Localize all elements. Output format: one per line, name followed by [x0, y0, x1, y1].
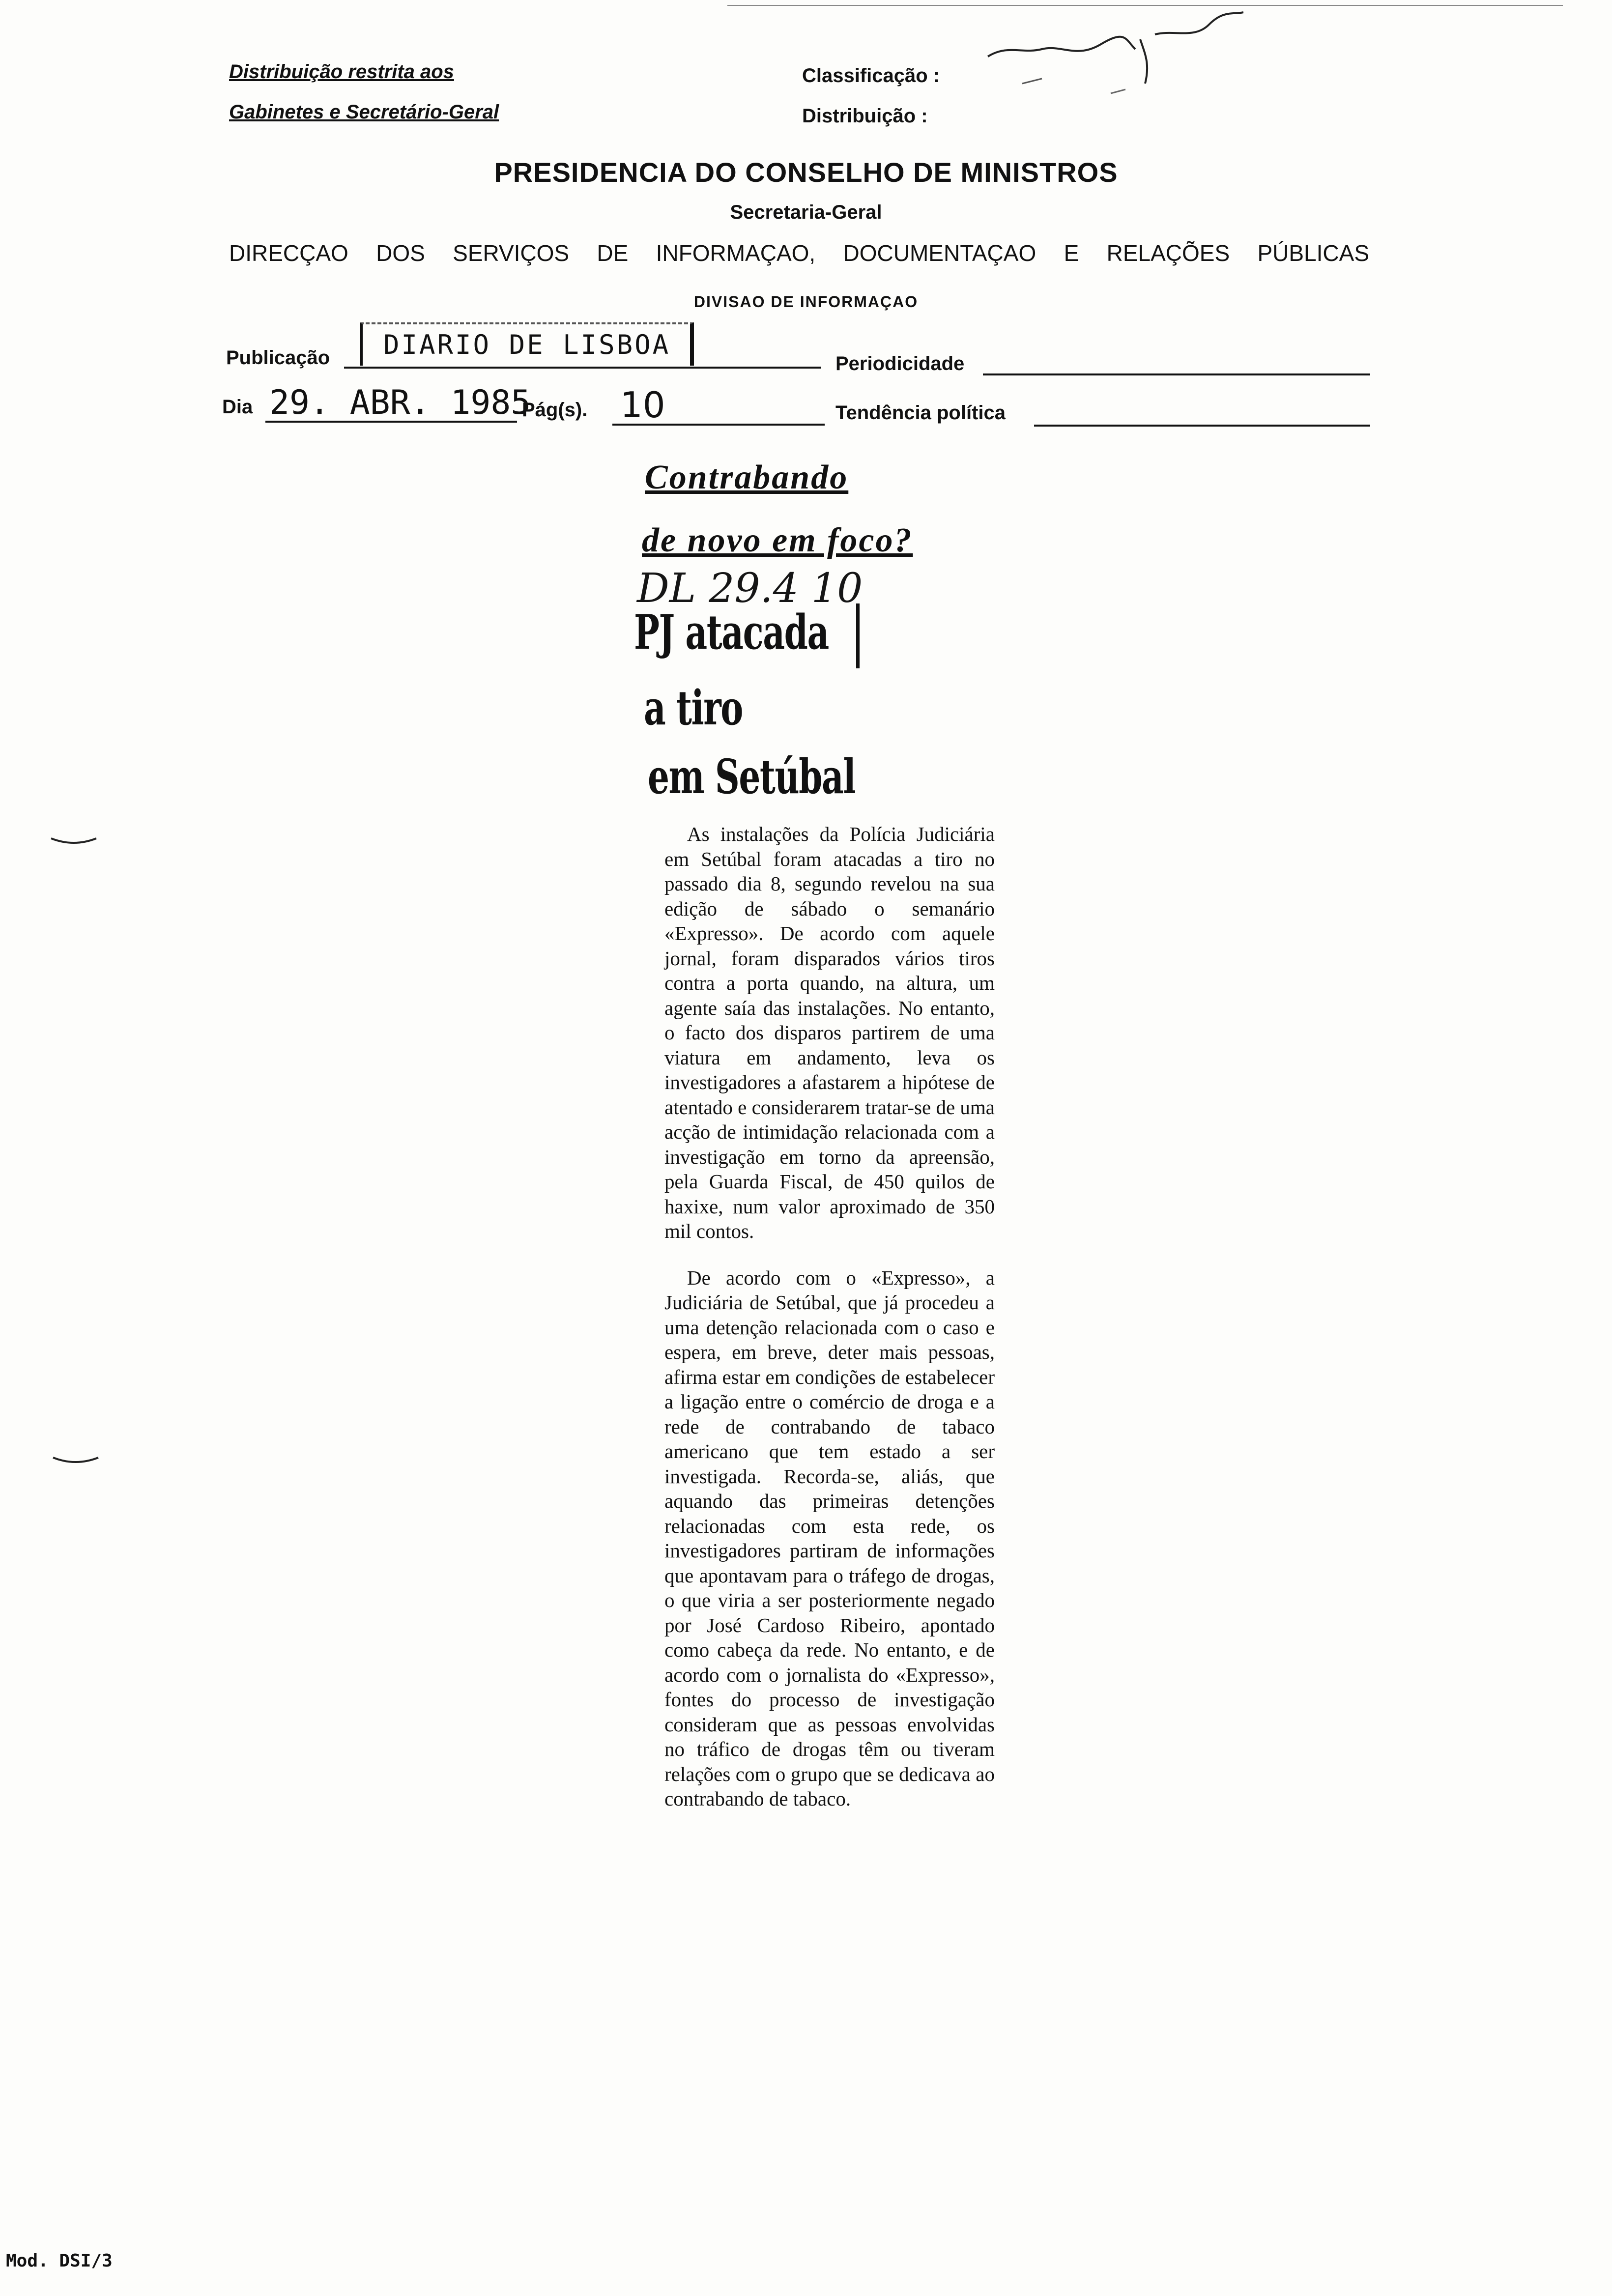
- article-body: [664, 822, 995, 1811]
- margin-mark-bottom: [51, 1455, 100, 1466]
- scan-edge-line: [727, 5, 1563, 6]
- publication-label: Publicação: [226, 347, 330, 369]
- political-tendency-label: Tendência política: [835, 402, 1006, 424]
- article-kicker-line1: Contrabando: [645, 459, 849, 496]
- day-label: Dia: [222, 396, 253, 418]
- publication-underline: [344, 367, 821, 369]
- headline-line2: a tiro: [644, 680, 743, 736]
- distribution-label: Distribuição :: [802, 105, 928, 127]
- secretariat-subtitle: Secretaria-Geral: [730, 201, 882, 223]
- headline-line3: em Setúbal: [648, 749, 856, 804]
- date-stamp: 29. ABR. 1985: [269, 383, 531, 422]
- publication-stamp: DIARIO DE LISBOA: [360, 322, 694, 366]
- headline-bracket: [851, 603, 860, 668]
- periodicity-underline: [983, 373, 1370, 375]
- article-paragraph-2: De acordo com o «Expresso», a Judiciária de Setúbal, que já procedeu a uma detenção relacionada com o caso e espera, em breve, deter mais pessoas, afirma estar em condições de estabelecer a ligação entre o comércio de droga e a rede de contrabando de tabaco americano que tem estado a ser investigada. Recorda-se, aliás, que aquando das primeiras detenções relacionadas com esta rede, os investigadores partiram de informações que apontavam para o tráfego de drogas, o que viria a ser posteriormente negado por José Cardoso Ribeiro, apontado como cabeça da rede. No entanto, e de acordo com o jornalista do «Expresso», fontes do processo de investigação consideram que as pessoas envolvidas no tráfico de drogas têm ou tiveram relações com o grupo que se dedicava ao contrabando de tabaco.: [664, 1266, 995, 1810]
- article-kicker-line2: de novo em foco?: [642, 521, 913, 559]
- periodicity-label: Periodicidade: [835, 353, 965, 374]
- pages-value: 10: [620, 384, 665, 426]
- handwritten-scribble: [978, 10, 1253, 103]
- division-title: DIVISAO DE INFORMAÇAO: [693, 293, 919, 311]
- classification-label: Classificação :: [802, 65, 940, 86]
- handwritten-reference-note: DL 29.4 10: [637, 565, 863, 612]
- form-code: Mod. DSI/3: [6, 2251, 113, 2271]
- article-paragraph-1: As instalações da Polícia Judiciária em Setúbal foram atacadas a tiro no passado dia 8, segundo revelou na sua edição de sábado o semanário «Expresso». De acordo com aquele jornal, foram disparados vários tiros contra a porta quando, na altura, um agente saía das instalações. No entanto, o facto dos disparos partirem de uma viatura em andamento, leva os investigadores a afastarem a hipótese de atentado e considerarem tratar-se de uma acção de intimidação relacionada com a investigação em torno da apreensão, pela Guarda Fiscal, de 450 quilos de haxixe, num valor aproximado de 350 mil contos.: [664, 823, 995, 1242]
- distribution-restriction-line2: Gabinetes e Secretário-Geral: [229, 101, 499, 123]
- margin-mark-top: [49, 835, 98, 847]
- main-title: PRESIDENCIA DO CONSELHO DE MINISTROS: [494, 157, 1118, 188]
- directorate-title: DIRECÇAO DOS SERVIÇOS DE INFORMAÇAO, DOCUMENTAÇAO E RELAÇÕES PÚBLICAS: [229, 240, 1369, 266]
- headline-line1: PJ atacada: [634, 604, 829, 660]
- political-tendency-underline: [1034, 425, 1370, 427]
- pages-label: Pág(s).: [522, 399, 588, 421]
- distribution-restriction-line1: Distribuição restrita aos: [229, 61, 454, 83]
